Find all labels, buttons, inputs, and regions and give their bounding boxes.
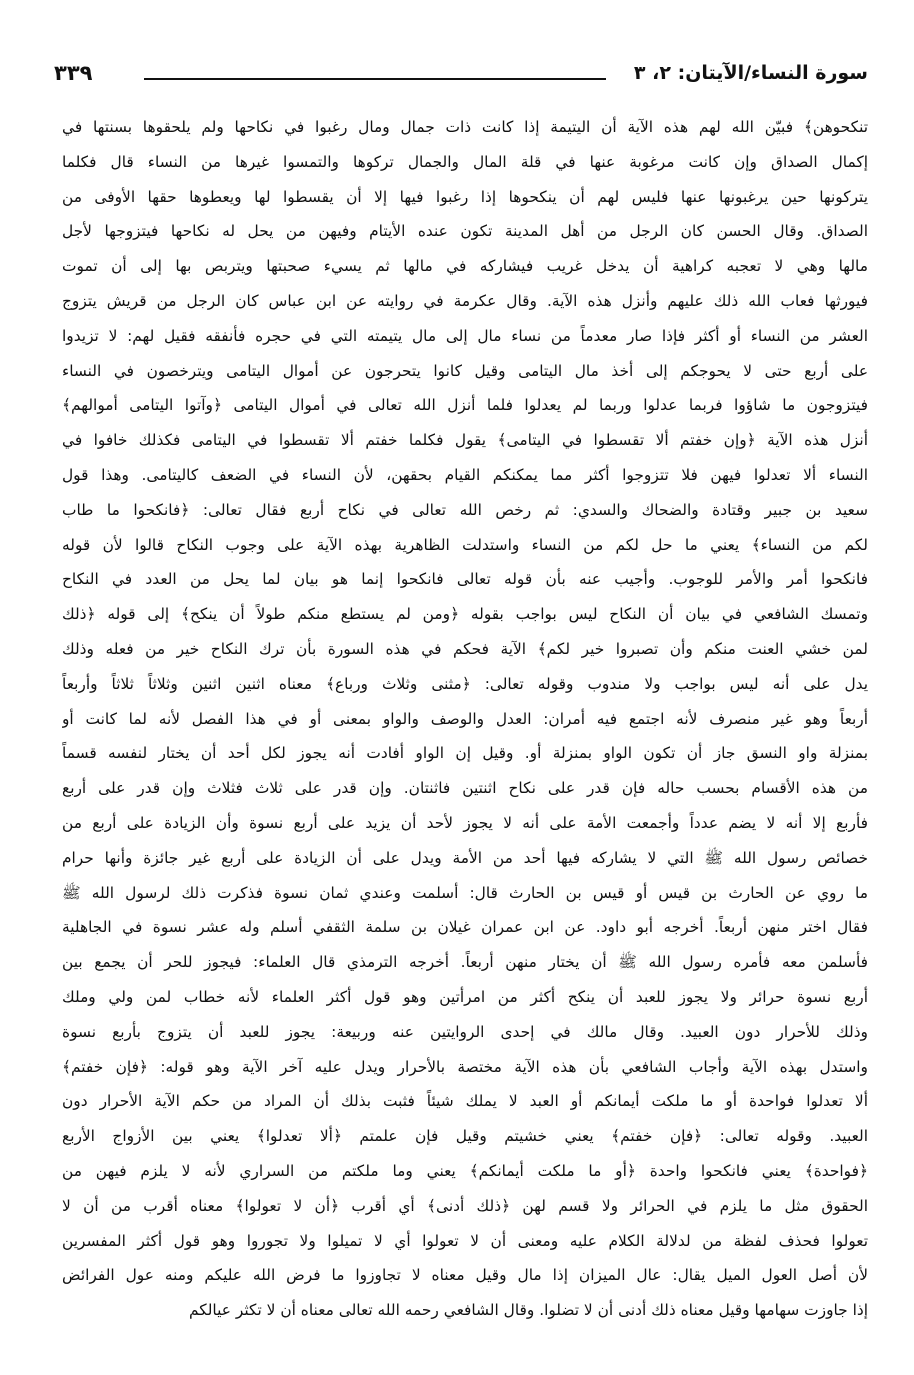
text-line: الحقوق مثل ما يلزم في الحرائر ولا قسم لهن ﴿ذلك أدنى﴾ أي أقرب ﴿أن لا تعولوا﴾ معناه أقرب من أن لا [62, 1196, 868, 1215]
text-line: ألا تعدلوا فواحدة أو ما ملكت أيمانكم أو العبد لا يملك شيئاً فثبت بذلك أن المراد من حكم الآية الأحرار دون [62, 1092, 868, 1111]
text-line: إذا جاوزت سهامها وقيل معناه ذلك أدنى أن لا تضلوا. وقال الشافعي رحمه الله تعالى معناه أن لا تكثر عيالكم [189, 1301, 868, 1320]
text-line: لمن خشي العنت منكم وأن تصبروا خير لكم﴾ الآية فحكم في هذه السورة بأن ترك النكاح خير من فعله وذلك [62, 639, 868, 658]
text-line: تعولوا فحذف لفظة من لدلالة الكلام عليه ومعنى أن لا تعولوا أي لا تميلوا ولا تجوروا وهو قول أكثر المفسرين [62, 1231, 868, 1250]
text-line: لأن أصل العول الميل يقال: عال الميزان إذا مال وقيل معناه لا تجاوزوا ما فرض الله عليكم ومنه عول الفرائض [62, 1266, 868, 1285]
text-line: فأسلمن معه فأمره رسول الله ﷺ أن يختار منهن أربعاً. أخرجه الترمذي قال العلماء: فيجوز للحر أن يجمع بين [62, 953, 868, 972]
running-header [54, 60, 868, 94]
body-text [62, 110, 868, 1328]
text-line: من هذه الأقسام بحسب حاله فإن قدر على نكاح اثنتين فاثنتان. وإن قدر على ثلاث فثلاث وإن قدر على أربع [62, 779, 868, 798]
text-line: وتمسك الشافعي في بيان أن النكاح ليس بواجب بقوله ﴿ومن لم يستطع منكم طولاً أن ينكح﴾ إلى قوله ﴿ذلك [62, 605, 868, 624]
text-line: تنكحوهن﴾ فبيّن الله لهم هذه الآية أن اليتيمة إذا كانت ذات جمال ومال رغبوا في نكاحها ولم يلحقوها بسنتها في [62, 118, 868, 136]
text-line: يتركونها حين يرغبونها عنها فليس لهم أن ينكحوها إذا رغبوا فيها إلا أن يقسطوا لها ويعطوها حقها الأوفى من [62, 187, 868, 206]
text-line: فانكحوا أمر والأمر للوجوب. وأجيب عنه بأن قوله تعالى فانكحوا إنما هو بيان لما يحل من العدد في النكاح [62, 570, 868, 589]
text-line: فيتزوجون ما شاؤوا فربما عدلوا وربما لم يعدلوا فلما أنزل الله تعالى في أموال اليتامى ﴿وآتوا اليتامى أموالهم﴾ [62, 396, 868, 415]
text-line: فقال اختر منهن أربعاً. أخرجه أبو داود. عن ابن عمران غيلان بن سلمة الثقفي أسلم وله عشر نسوة في الجاهلية [62, 918, 868, 937]
text-line: النساء ألا تعدلوا فيهن فلا تتزوجوا أكثر مما يمكنكم القيام بحقهن، لأن النساء في الضعف كاليتامى. وهذا قول [62, 465, 868, 484]
text-line: العشر من النساء أو أكثر فإذا صار معدماً من نساء مال إلى مال يتيمته التي في حجره فأنفقه فقيل لهم: لا تزيدوا [62, 326, 868, 345]
text-line: الصداق. وقال الحسن كان الرجل من أهل المدينة تكون عنده الأيتام وفيهن من يحل له نكاحها فيتزوجها لأجل [62, 222, 868, 241]
text-line: ما روي عن الحارث بن قيس أو قيس بن الحارث قال: أسلمت وعندي ثمان نسوة فذكرت ذلك لرسول الله ﷺ [62, 883, 868, 902]
text-line: يدل على أنه ليس بواجب ولا مندوب وقوله تعالى: ﴿مثنى وثلاث ورباع﴾ معناه اثنين اثنين وثلاثاً ثلاثاً وأربعاً [62, 674, 868, 693]
text-line: واستدل بهذه الآية وأجاب الشافعي بأن هذه الآية مختصة بالأحرار ويدل عليه آخر الآية وهو قوله: ﴿فإن خفتم﴾ [62, 1057, 868, 1076]
text-line: فأربع إلا أنه لا يضم عدداً وأجمعت الأمة على أنه لا يجوز لأحد أن يزيد على أربع نسوة وأن الزيادة على أربع من [62, 813, 868, 832]
text-line: ﴿فواحدة﴾ يعني فانكحوا واحدة ﴿أو ما ملكت أيمانكم﴾ يعني وما ملكتم من السراري لأنه لا يلزم فيهن من [62, 1161, 868, 1180]
text-line: فيورثها فعاب الله ذلك عليهم وأنزل هذه الآية. وقال عكرمة في روايته عن ابن عباس كان الرجل من قريش يتزوج [62, 291, 868, 310]
header-rule [144, 78, 606, 80]
text-line: مالها وهي لا تعجبه كراهية أن يدخل غريب فيشاركه في مالها ثم يسيء صحبتها ويتربص بها إلى أن تموت [62, 257, 868, 276]
text-line: أربعاً وهو غير منصرف لأنه اجتمع فيه أمران: العدل والوصف والواو بمعنى أو في هذا الفصل لأنه لما كانت أو [62, 709, 868, 728]
surah-title: سورة النساء/الآيتان: ٢، ٣ [633, 62, 868, 84]
text-line: العبيد. وقوله تعالى: ﴿فإن خفتم﴾ يعني خشيتم وقيل فإن علمتم ﴿ألا تعدلوا﴾ يعني بين الأزواج الأربع [62, 1127, 868, 1146]
text-line: لكم من النساء﴾ يعني ما حل لكم من النساء واستدلت الظاهرية بهذه الآية على وجوب النكاح قالوا لأن قوله [62, 535, 868, 554]
text-line: وذلك للأحرار دون العبيد. وقال مالك في إحدى الروايتين عنه وربيعة: يجوز للعبد أن يتزوج بأربع نسوة [62, 1022, 868, 1041]
text-line: إكمال الصداق وإن كانت مرغوبة عنها في قلة المال والجمال تركوها والتمسوا غيرها من النساء قال فكلما [62, 152, 868, 171]
text-line: بمنزلة واو النسق جاز أن تكون الواو بمنزلة أو. وقيل إن الواو أفادت أنه يجوز لكل أحد أن يختار لنفسه قسماً [62, 744, 868, 763]
text-line: خصائص رسول الله ﷺ التي لا يشاركه فيها أحد من الأمة ويدل على أن الزيادة على أربع غير جائزة وأنها حرام [62, 848, 868, 867]
text-line: على أربع حتى لا يحوجكم إلى أخذ مال اليتامى وقيل كانوا يتحرجون عن أموال اليتامى ويترخصون في النساء [62, 361, 868, 380]
page-number: ٣٣٩ [54, 61, 93, 85]
text-line: أربع نسوة حرائر ولا يجوز للعبد أن ينكح أكثر من امرأتين وهو قول أكثر العلماء لأنه خطاب لمن ولي وملك [62, 987, 868, 1006]
text-line: سعيد بن جبير وقتادة والضحاك والسدي: ثم رخص الله تعالى في نكاح أربع فقال تعالى: ﴿فانكحوا ما طاب [62, 500, 868, 519]
text-line: أنزل هذه الآية ﴿وإن خفتم ألا تقسطوا في اليتامى﴾ يقول فكلما خفتم ألا تقسطوا في اليتامى فكذلك خافوا في [62, 431, 868, 450]
